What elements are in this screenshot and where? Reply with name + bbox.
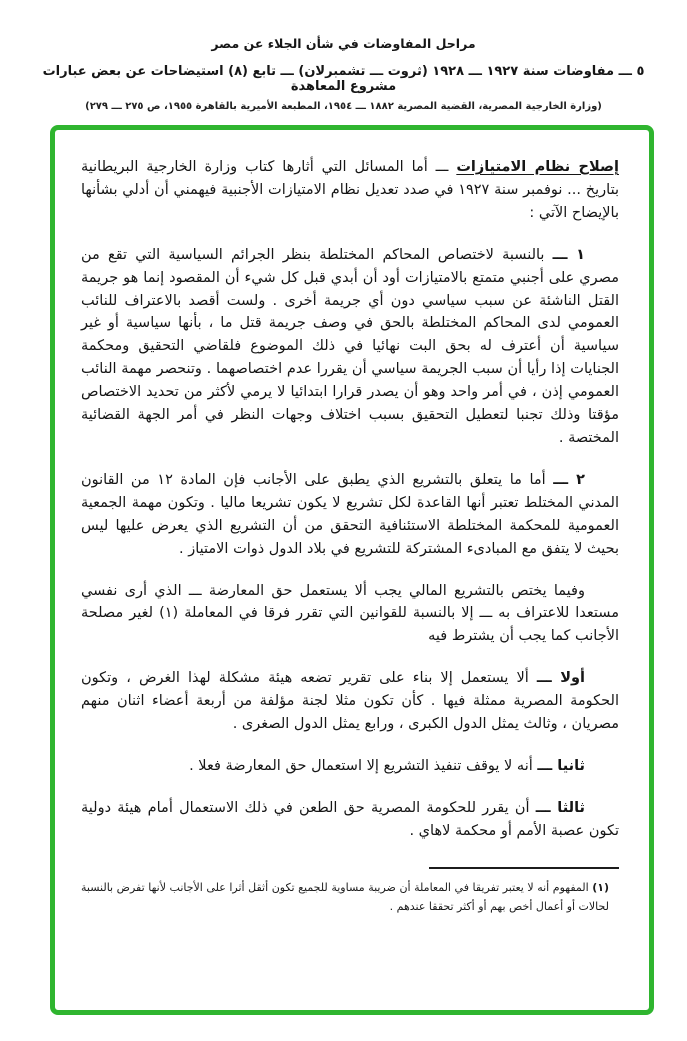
footnote-section: [81, 867, 619, 917]
clause-third-text: أن يقرر للحكومة المصرية حق الطعن في ذلك الاستعمال أمام هيئة دولية تكون عصبة الأمم أو محكمة لاهاي .: [81, 799, 619, 839]
clause-third-label: ثالثا ـــ: [535, 799, 585, 816]
middle-text: وفيما يختص بالتشريع المالي يجب ألا يستعمل حق المعارضة ـــ الذي أرى نفسي مستعدا للاعتراف به ـــ إلا بالنسبة للقوانين التي تقرر فرقا في المعاملة (١) لغير مصلحة الأجانب كما يجب أن يشترط فيه: [81, 582, 619, 645]
clause-second-label: ثانيا ـــ: [537, 757, 585, 774]
clause-second-text: أنه لا يوقف تنفيذ التشريع إلا استعمال حق المعارضة فعلا .: [189, 757, 533, 774]
item-2-number: ٢ ـــ: [553, 471, 585, 488]
intro-paragraph: [81, 156, 619, 225]
clause-first-label: أولا ـــ: [536, 670, 585, 687]
page-header: [0, 0, 687, 112]
document-subtitle: ٥ ـــ مفاوضات سنة ١٩٢٧ ـــ ١٩٢٨ (ثروت ـــ تشمبرلان) ـــ تابع (٨) استيضاحات عن بعض عبارات مشروع المعاهدة: [42, 64, 645, 94]
footnote-separator: [429, 867, 619, 869]
intro-text: ـــ أما المسائل التي أثارها كتاب وزارة الخارجية البريطانية بتاريخ ... نوفمبر سنة ١٩٢٧ في صدد تعديل نظام الامتيازات الأجنبية فيهمني أن أدلي بشأنها بالإيضاح الآتي :: [81, 159, 619, 221]
numbered-item-1: [81, 244, 619, 450]
footnote-text: المفهوم أنه لا يعتبر تفريقا في المعاملة أن ضريبة مساوية للجميع تكون أثقل أثرا على الأجانب لأنها تفرض بالنسبة لحالات أو أعمال أخص بهم أو أكثر تحققا عندهم .: [81, 880, 609, 913]
section-heading: إصلاح نظام الامتيازات: [456, 159, 619, 175]
item-2-text: أما ما يتعلق بالتشريع الذي يطبق على الأجانب فإن المادة ١٢ من القانون المدني المختلط تعتبر أنها القاعدة لكل تشريع لا يكون تشريعا ماليا . وتكون مهمة الجمعية العمومية للمحكمة المختلطة الاستئنافية التحقق من أن التشريع الذي يعرض عليها ليس بحيث لا يتفق مع المبادىء المشتركة للتشريع في بلاد الدول ذوات الامتياز .: [81, 471, 619, 557]
item-1-number: ١ ـــ: [552, 246, 585, 263]
source-citation: (وزارة الخارجية المصرية، القضية المصرية ١٨٨٢ ـــ ١٩٥٤، المطبعة الأميرية بالقاهرة ١٩٥٥، ص ٢٧٥ ـــ ٢٧٩): [85, 101, 602, 112]
clause-first: [81, 667, 619, 736]
numbered-item-2: [81, 469, 619, 561]
footnote-marker: (١): [592, 880, 610, 894]
clause-first-text: ألا يستعمل إلا بناء على تقرير تضعه هيئة مشكلة لهذا الغرض ، وتكون الحكومة المصرية ممثلة فيها . كأن تكون مثلا لجنة مؤلفة من أربعة أعضاء اثنان منهم مصريان ، وثالث يمثل الدول الكبرى ، ورابع يمثل الدول الصغرى .: [81, 670, 619, 733]
document-title: مراحل المفاوضات في شأن الجلاء عن مصر: [211, 36, 476, 51]
green-frame: [50, 125, 654, 1015]
item-1-text: بالنسبة لاختصاص المحاكم المختلطة بنظر الجرائم السياسية التي تقع من مصري على أجنبي متمتع بالامتيازات أود أن أبدي قبل كل شيء أن المقصود إنما هو جريمة القتل الناشئة عن سبب سياسي دون أي جريمة أخرى . ولست أقصد بالاعتراف للنائب العمومي لدى المحاكم المختلطة بالحق في وصف جريمة قتل ما ، بأنها سياسية أو غير سياسية أن أعترف له بحق البت نهائيا في ذلك الموضوع فلقاضي التحقيق ومحكمة الجنايات إذا رأيا أن سبب الجريمة سياسي أن يقررا عدم اختصاصهما . وتنحصر مهمة النائب العمومي إذن ، في أمر واحد وهو أن يصدر قرارا ابتدائيا لا يرمي لأكثر من تحديد الاختصاص مؤقتا وذلك تجنبا لتعطيل التحقيق بسبب اختلاف وجهات النظر في أمر الجهة القضائية المختصة .: [81, 246, 619, 446]
middle-paragraph: [81, 580, 619, 649]
footnote-paragraph: [81, 878, 619, 917]
clause-second: [81, 755, 619, 778]
clause-third: [81, 797, 619, 843]
